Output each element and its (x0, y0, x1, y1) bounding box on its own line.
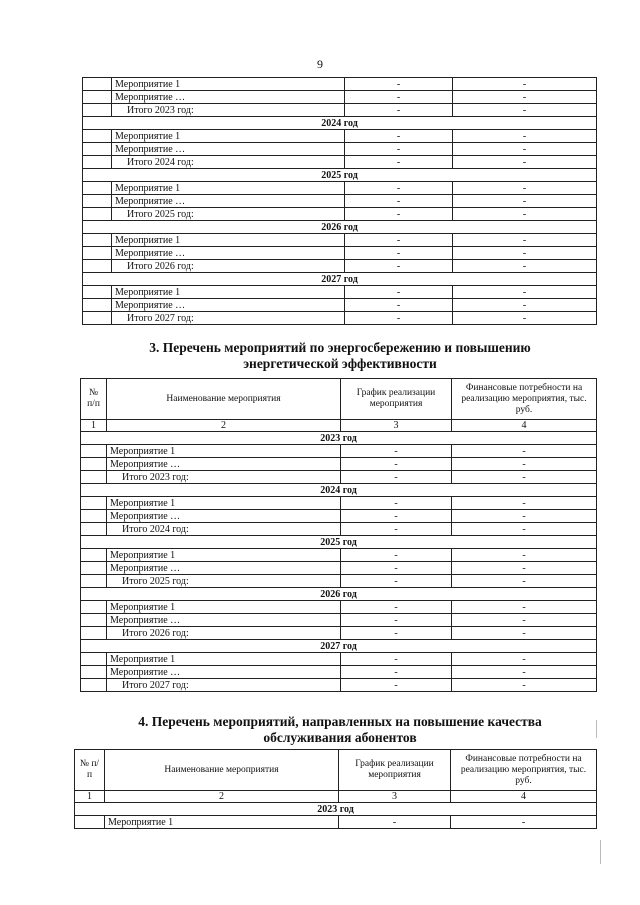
num-cell (81, 653, 107, 666)
activity-name: Итого 2026 год: (107, 627, 341, 640)
year-row (81, 484, 597, 497)
year-label: 2023 год (81, 432, 597, 445)
finance-cell: - (453, 104, 597, 117)
num-cell (83, 156, 112, 169)
schedule-cell: - (341, 497, 452, 510)
table-row (81, 614, 597, 627)
activity-name: Мероприятие 1 (107, 601, 341, 614)
activity-name: Мероприятие 1 (105, 816, 339, 829)
activity-name: Мероприятие … (107, 666, 341, 679)
finance-cell: - (453, 130, 597, 143)
num-cell (81, 510, 107, 523)
activity-name: Итого 2024 год: (107, 523, 341, 536)
finance-cell: - (452, 679, 597, 692)
num-cell (83, 312, 112, 325)
schedule-cell: - (345, 195, 453, 208)
total-row (81, 679, 597, 692)
year-label: 2024 год (81, 484, 597, 497)
activity-name: Итого 2026 год: (112, 260, 345, 273)
schedule-cell: - (341, 653, 452, 666)
year-row (83, 169, 597, 182)
activity-name: Итого 2023 год: (112, 104, 345, 117)
schedule-cell: - (345, 130, 453, 143)
schedule-cell: - (345, 312, 453, 325)
num-cell (83, 234, 112, 247)
num-cell (81, 601, 107, 614)
schedule-cell: - (345, 78, 453, 91)
header-num: № п/п (75, 750, 105, 791)
header-schedule: График реализации мероприятия (339, 750, 451, 791)
schedule-cell: - (345, 234, 453, 247)
continuation-table (82, 77, 597, 325)
activity-name: Мероприятие … (112, 143, 345, 156)
activity-name: Мероприятие … (107, 614, 341, 627)
schedule-cell: - (341, 666, 452, 679)
num-cell (83, 143, 112, 156)
table-row (81, 510, 597, 523)
year-label: 2027 год (81, 640, 597, 653)
table-index-row (75, 791, 597, 803)
header-name: Наименование мероприятия (105, 750, 339, 791)
finance-cell: - (452, 653, 597, 666)
schedule-cell: - (341, 510, 452, 523)
section-4-title (90, 714, 590, 746)
activity-name: Мероприятие … (112, 195, 345, 208)
table-row (83, 247, 597, 260)
year-label: 2025 год (81, 536, 597, 549)
total-row (81, 575, 597, 588)
schedule-cell: - (341, 562, 452, 575)
schedule-cell: - (341, 471, 452, 484)
total-row (83, 104, 597, 117)
activity-name: Мероприятие … (112, 299, 345, 312)
activity-name: Итого 2025 год: (107, 575, 341, 588)
num-cell (83, 130, 112, 143)
schedule-cell: - (341, 445, 452, 458)
scan-edge-mark (600, 840, 601, 864)
index-cell: 1 (81, 420, 107, 432)
num-cell (81, 575, 107, 588)
schedule-cell: - (345, 260, 453, 273)
activity-name: Мероприятие 1 (107, 549, 341, 562)
total-row (81, 471, 597, 484)
num-cell (83, 260, 112, 273)
num-cell (81, 666, 107, 679)
finance-cell: - (452, 549, 597, 562)
finance-cell: - (452, 614, 597, 627)
year-row (75, 803, 597, 816)
num-cell (83, 78, 112, 91)
activity-name: Мероприятие … (107, 562, 341, 575)
year-label: 2025 год (83, 169, 597, 182)
header-num: № п/п (81, 379, 107, 420)
finance-cell: - (453, 286, 597, 299)
activity-name: Мероприятие … (107, 458, 341, 471)
section-3-title-line-2: энергетической эффективности (243, 356, 437, 371)
index-cell: 4 (452, 420, 597, 432)
year-label: 2027 год (83, 273, 597, 286)
finance-cell: - (453, 208, 597, 221)
schedule-cell: - (339, 816, 451, 829)
section-3-table (80, 378, 597, 692)
year-row (83, 273, 597, 286)
table-row (83, 143, 597, 156)
schedule-cell: - (341, 458, 452, 471)
num-cell (83, 104, 112, 117)
table-row (83, 130, 597, 143)
num-cell (81, 614, 107, 627)
num-cell (81, 445, 107, 458)
page-number: 9 (317, 57, 323, 71)
table-row (81, 497, 597, 510)
schedule-cell: - (345, 91, 453, 104)
schedule-cell: - (341, 575, 452, 588)
year-row (83, 117, 597, 130)
num-cell (83, 208, 112, 221)
finance-cell: - (451, 816, 597, 829)
num-cell (83, 247, 112, 260)
index-cell: 1 (75, 791, 105, 803)
table-row (83, 182, 597, 195)
activity-name: Мероприятие 1 (107, 445, 341, 458)
year-row (81, 588, 597, 601)
activity-name: Мероприятие 1 (112, 286, 345, 299)
finance-cell: - (452, 458, 597, 471)
num-cell (81, 549, 107, 562)
schedule-cell: - (345, 299, 453, 312)
num-cell (81, 471, 107, 484)
activity-name: Мероприятие … (107, 510, 341, 523)
table-index-row (81, 420, 597, 432)
finance-cell: - (452, 471, 597, 484)
table-header-row (75, 750, 597, 791)
finance-cell: - (453, 247, 597, 260)
total-row (83, 260, 597, 273)
activity-name: Итого 2027 год: (112, 312, 345, 325)
index-cell: 3 (339, 791, 451, 803)
num-cell (83, 286, 112, 299)
num-cell (83, 299, 112, 312)
schedule-cell: - (341, 523, 452, 536)
activity-name: Мероприятие 1 (112, 182, 345, 195)
index-cell: 4 (451, 791, 597, 803)
activity-name: Итого 2023 год: (107, 471, 341, 484)
finance-cell: - (453, 312, 597, 325)
index-cell: 3 (341, 420, 452, 432)
table-row (81, 653, 597, 666)
finance-cell: - (452, 497, 597, 510)
header-name: Наименование мероприятия (107, 379, 341, 420)
table-row (75, 816, 597, 829)
total-row (83, 156, 597, 169)
num-cell (81, 523, 107, 536)
year-label: 2024 год (83, 117, 597, 130)
num-cell (83, 182, 112, 195)
year-row (81, 640, 597, 653)
finance-cell: - (453, 182, 597, 195)
activity-name: Мероприятие … (112, 91, 345, 104)
table-header-row (81, 379, 597, 420)
header-schedule: График реализации мероприятия (341, 379, 452, 420)
finance-cell: - (452, 510, 597, 523)
total-row (81, 523, 597, 536)
schedule-cell: - (345, 156, 453, 169)
finance-cell: - (452, 666, 597, 679)
activity-name: Итого 2027 год: (107, 679, 341, 692)
finance-cell: - (453, 78, 597, 91)
year-row (83, 221, 597, 234)
finance-cell: - (453, 156, 597, 169)
schedule-cell: - (341, 679, 452, 692)
schedule-cell: - (345, 247, 453, 260)
activity-name: Мероприятие 1 (112, 130, 345, 143)
finance-cell: - (453, 91, 597, 104)
activity-name: Мероприятие 1 (107, 497, 341, 510)
table-row (83, 299, 597, 312)
finance-cell: - (453, 143, 597, 156)
header-finance: Финансовые потребности на реализацию мероприятия, тыс. руб. (452, 379, 597, 420)
finance-cell: - (452, 601, 597, 614)
table-row (81, 601, 597, 614)
index-cell: 2 (105, 791, 339, 803)
schedule-cell: - (345, 143, 453, 156)
schedule-cell: - (345, 104, 453, 117)
activity-name: Итого 2024 год: (112, 156, 345, 169)
table-row (83, 286, 597, 299)
activity-name: Мероприятие 1 (112, 234, 345, 247)
schedule-cell: - (341, 614, 452, 627)
finance-cell: - (452, 562, 597, 575)
num-cell (81, 627, 107, 640)
section-4-title-line-1: 4. Перечень мероприятий, направленных на повышение качества (138, 714, 542, 729)
section-4-table (74, 749, 597, 829)
table-row (83, 91, 597, 104)
table-row (81, 562, 597, 575)
schedule-cell: - (345, 208, 453, 221)
year-label: 2026 год (83, 221, 597, 234)
num-cell (81, 458, 107, 471)
activity-name: Мероприятие 1 (112, 78, 345, 91)
schedule-cell: - (341, 601, 452, 614)
finance-cell: - (452, 575, 597, 588)
num-cell (75, 816, 105, 829)
table-row (83, 234, 597, 247)
schedule-cell: - (341, 627, 452, 640)
schedule-cell: - (345, 182, 453, 195)
finance-cell: - (453, 195, 597, 208)
table-row (81, 458, 597, 471)
num-cell (81, 562, 107, 575)
num-cell (83, 91, 112, 104)
table-row (83, 78, 597, 91)
finance-cell: - (452, 445, 597, 458)
finance-cell: - (453, 260, 597, 273)
section-3-title (90, 340, 590, 372)
finance-cell: - (453, 299, 597, 312)
year-row (81, 432, 597, 445)
year-row (81, 536, 597, 549)
num-cell (81, 497, 107, 510)
num-cell (83, 195, 112, 208)
scan-edge-mark (596, 720, 597, 738)
index-cell: 2 (107, 420, 341, 432)
activity-name: Итого 2025 год: (112, 208, 345, 221)
activity-name: Мероприятие 1 (107, 653, 341, 666)
year-label: 2026 год (81, 588, 597, 601)
finance-cell: - (453, 234, 597, 247)
schedule-cell: - (345, 286, 453, 299)
section-3-title-line-1: 3. Перечень мероприятий по энергосбережению и повышению (149, 340, 531, 355)
num-cell (81, 679, 107, 692)
table-row (81, 549, 597, 562)
activity-name: Мероприятие … (112, 247, 345, 260)
table-row (81, 666, 597, 679)
year-label: 2023 год (75, 803, 597, 816)
finance-cell: - (452, 523, 597, 536)
total-row (81, 627, 597, 640)
table-row (81, 445, 597, 458)
table-row (83, 195, 597, 208)
schedule-cell: - (341, 549, 452, 562)
total-row (83, 312, 597, 325)
section-4-title-line-2: обслуживания абонентов (263, 730, 417, 745)
total-row (83, 208, 597, 221)
header-finance: Финансовые потребности на реализацию мероприятия, тыс. руб. (451, 750, 597, 791)
finance-cell: - (452, 627, 597, 640)
